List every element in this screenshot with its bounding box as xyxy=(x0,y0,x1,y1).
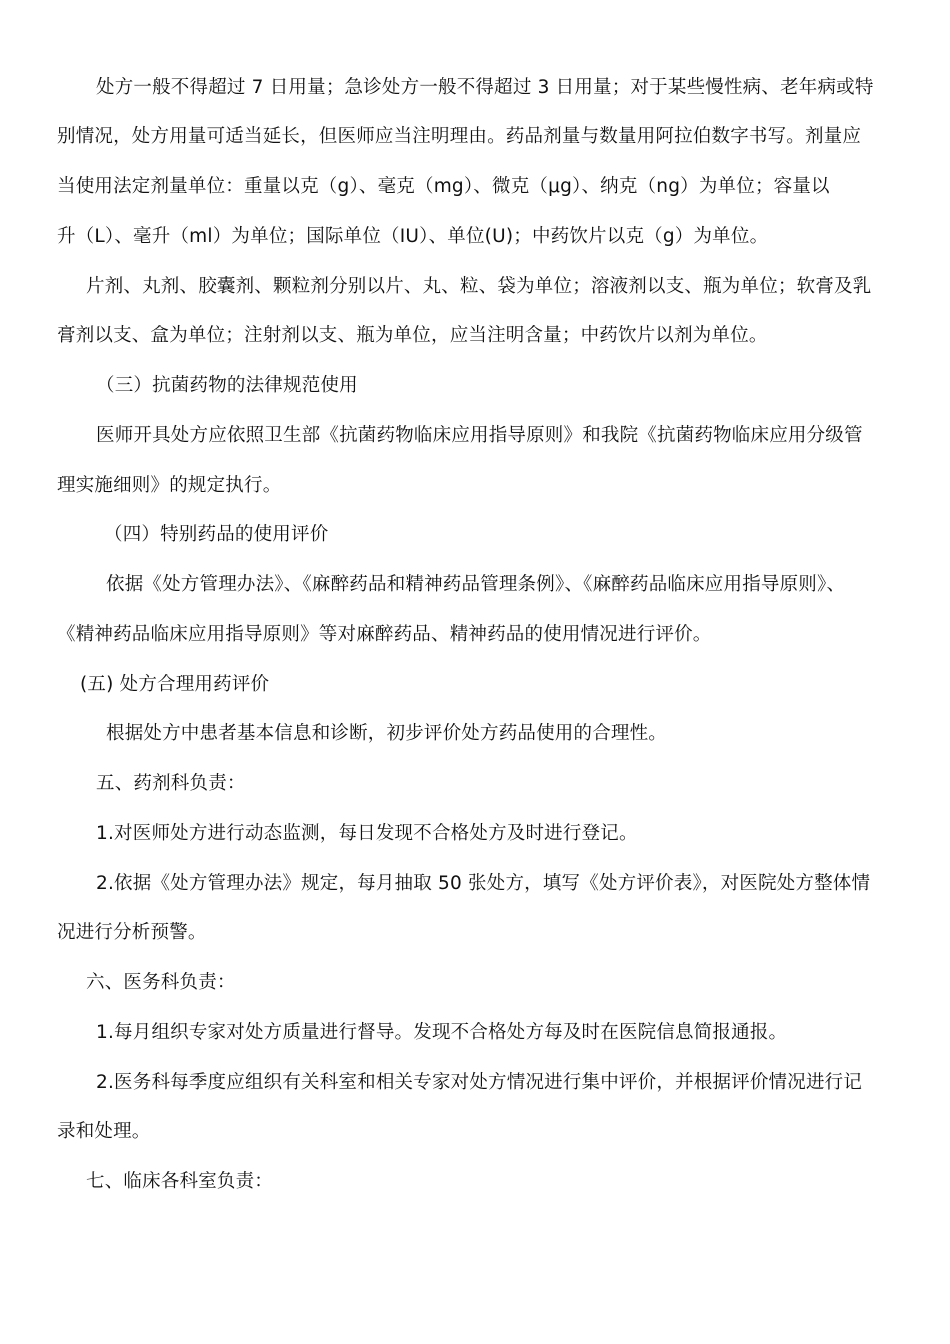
text-line: 依据《处方管理办法》、《麻醉药品和精神药品管理条例》、《麻醉药品临床应用指导原则》、 xyxy=(106,574,846,595)
text-line: 医师开具处方应依照卫生部《抗菌药物临床应用指导原则》和我院《抗菌药物临床应用分级管 xyxy=(96,425,863,446)
text-line: 当使用法定剂量单位：重量以克（g）、毫克（mg）、微克（μg）、纳克（ng）为单位；容量以 xyxy=(57,176,830,197)
text-line: 根据处方中患者基本信息和诊断，初步评价处方药品使用的合理性。 xyxy=(106,723,668,744)
section-heading: (五) 处方合理用药评价 xyxy=(80,674,270,695)
section-heading: 五、药剂科负责： xyxy=(96,773,246,794)
text-line: 2.依据《处方管理办法》规定，每月抽取 50 张处方，填写《处方评价表》，对医院处方整体情 xyxy=(96,873,871,894)
text-line: 处方一般不得超过 7 日用量；急诊处方一般不得超过 3 日用量；对于某些慢性病、老年病或特 xyxy=(96,77,874,98)
section-heading: 七、临床各科室负责： xyxy=(86,1171,274,1192)
text-line: 1.每月组织专家对处方质量进行督导。发现不合格处方每及时在医院信息简报通报。 xyxy=(96,1022,788,1043)
text-line: 《精神药品临床应用指导原则》等对麻醉药品、精神药品的使用情况进行评价。 xyxy=(57,624,712,645)
text-line: 理实施细则》的规定执行。 xyxy=(57,475,282,496)
text-line: 1.对医师处方进行动态监测，每日发现不合格处方及时进行登记。 xyxy=(96,823,638,844)
section-heading: 六、医务科负责： xyxy=(86,972,236,993)
text-line: 片剂、丸剂、胶囊剂、颗粒剂分别以片、丸、粒、袋为单位；溶液剂以支、瓶为单位；软膏及乳 xyxy=(86,276,872,297)
text-line: 况进行分析预警。 xyxy=(57,922,207,943)
section-heading: （三）抗菌药物的法律规范使用 xyxy=(96,375,358,396)
text-line: 升（L）、毫升（ml）为单位；国际单位（IU）、单位(U)；中药饮片以克（g）为单位。 xyxy=(57,226,769,247)
text-line: 膏剂以支、盒为单位；注射剂以支、瓶为单位，应当注明含量；中药饮片以剂为单位。 xyxy=(57,325,768,346)
text-line: 录和处理。 xyxy=(57,1121,151,1142)
text-line: 别情况，处方用量可适当延长，但医师应当注明理由。药品剂量与数量用阿拉伯数字书写。剂量应 xyxy=(57,126,862,147)
section-heading: （四）特别药品的使用评价 xyxy=(104,524,329,545)
text-line: 2.医务科每季度应组织有关科室和相关专家对处方情况进行集中评价，并根据评价情况进行记 xyxy=(96,1072,863,1093)
